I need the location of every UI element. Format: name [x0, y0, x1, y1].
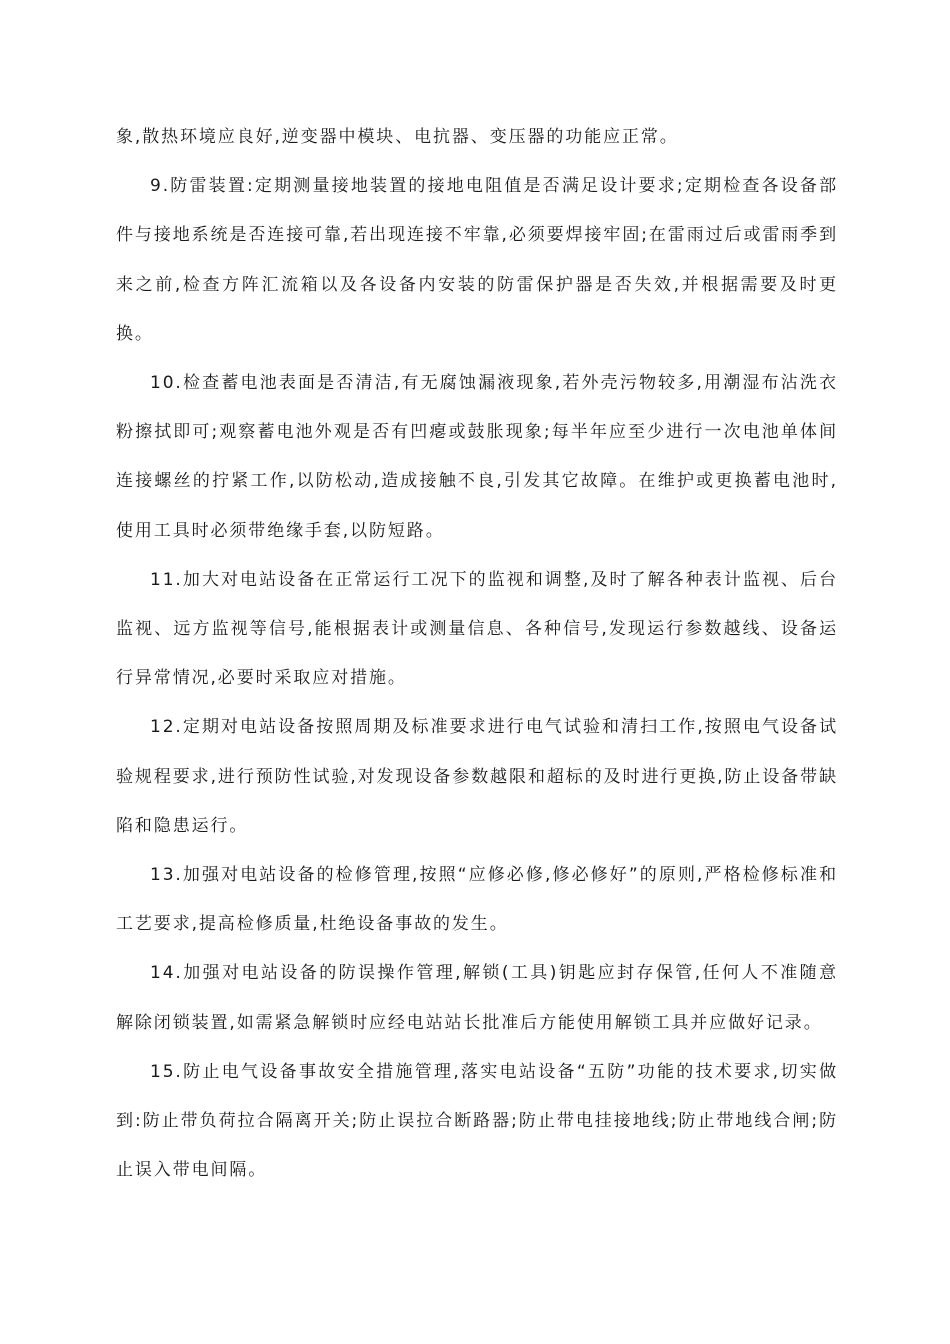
paragraph-item-15: 15.防止电气设备事故安全措施管理,落实电站设备“五防”功能的技术要求,切实做到:防止带负荷拉合隔离开关;防止误拉合断路器;防止带电挂接地线;防止带地线合闸;防止误入带电间隔。	[116, 1061, 838, 1181]
paragraph-item-12: 12.定期对电站设备按照周期及标准要求进行电气试验和清扫工作,按照电气设备试验规程要求,进行预防性试验,对发现设备参数越限和超标的及时进行更换,防止设备带缺陷和隐患运行。	[116, 717, 838, 836]
paragraph-item-11: 11.加大对电站设备在正常运行工况下的监视和调整,及时了解各种表计监视、后台监视、远方监视等信号,能根据表计或测量信息、各种信号,发现运行参数越线、设备运行异常情况,必要时采取应对措施。	[116, 569, 838, 689]
document-body	[116, 113, 838, 1195]
paragraph-continuation: 象,散热环境应良好,逆变器中模块、电抗器、变压器的功能应正常。	[116, 127, 679, 147]
paragraph-item-9: 9.防雷装置:定期测量接地装置的接地电阻值是否满足设计要求;定期检查各设备部件与接地系统是否连接可靠,若出现连接不牢靠,必须要焊接牢固;在雷雨过后或雷雨季到来之前,检查方阵汇流箱以及各设备内安装的防雷保护器是否失效,并根据需要及时更换。	[116, 176, 838, 344]
paragraph-item-13: 13.加强对电站设备的检修管理,按照“应修必修,修必修好”的原则,严格检修标准和工艺要求,提高检修质量,杜绝设备事故的发生。	[116, 865, 838, 935]
paragraph-item-14: 14.加强对电站设备的防误操作管理,解锁(工具)钥匙应封存保管,任何人不准随意解除闭锁装置,如需紧急解锁时应经电站站长批准后方能使用解锁工具并应做好记录。	[116, 963, 838, 1033]
paragraph-item-10: 10.检查蓄电池表面是否清洁,有无腐蚀漏液现象,若外壳污物较多,用潮湿布沾洗衣粉擦拭即可;观察蓄电池外观是否有凹瘪或鼓胀现象;每半年应至少进行一次电池单体间连接螺丝的拧紧工作,以防松动,造成接触不良,引发其它故障。在维护或更换蓄电池时,使用工具时必须带绝缘手套,以防短路。	[116, 373, 838, 541]
